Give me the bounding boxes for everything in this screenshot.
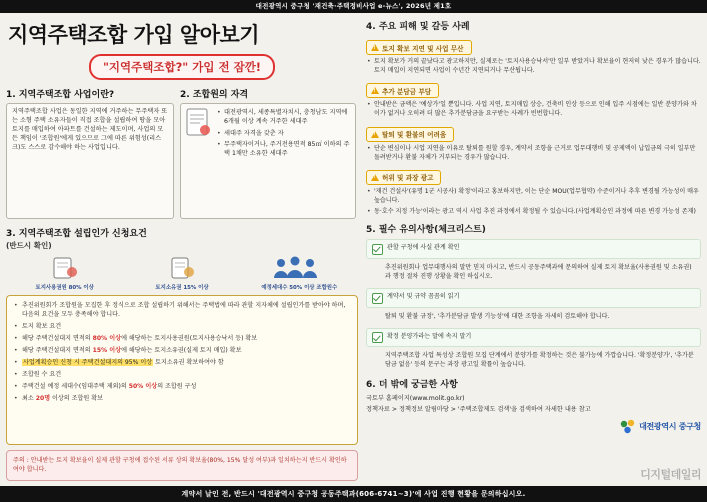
check-icon: [372, 293, 383, 304]
checklist-detail-text: 탈퇴 및 환불 규정', '추가분담금 발생 기능성'에 대한 조항을 자세히 검토해야 합니다.: [385, 312, 610, 320]
section-3-heading-text: 3. 지역주택조합 설립인가 신청요건: [6, 229, 147, 239]
section-2: [180, 87, 356, 219]
damage-case: [366, 79, 701, 118]
document-icon: [186, 108, 212, 142]
damage-detail-list: [366, 100, 701, 118]
checklist-item: [366, 328, 701, 348]
list-item: • 대전광역시, 세종특별자치시, 충청남도 지역에 6개월 이상 계속 거주한 세대주: [224, 108, 350, 127]
section-3-subheading: (반드시 확인): [6, 241, 52, 250]
section-1-body: 지역주택조합 사업은 동일한 지역에 거주하는 무주택자 또는 소형 주택 소유자들이 직접 조합을 설립하여 땅을 모아 토지를 매입하여 아파트를 건설하는 제도이며, 사업의 모든 책임이 '조합원'에게 있으므로 그에 따른 위험성(리스크)도 스스로 감수해야 하는 사업입니다.: [12, 108, 168, 151]
requirements-item: • 주택건설 예정 세대수(임대주택 제외)의 50% 이상의 조합원 구성: [22, 382, 351, 391]
damage-badge-label: 추가 분담금 부담: [382, 87, 432, 96]
requirements-item: • 조합원 수 요건: [22, 370, 351, 379]
land-use-right-icon: [45, 254, 85, 284]
checklist-label: 관할 구청에 사실 관계 확인: [387, 244, 460, 252]
list-item: • 안내받은 금액은 '예상가'일 뿐입니다. 사업 지연, 토지매입 상승, 건축비 인상 등으로 인해 입주 시점에는 일반 분양가와 차이가 없거나 오히려 더 많은 추가분담금을 요구받는 사례가 빈번합니다.: [374, 100, 701, 118]
section-6-line: 국토부 홈페이지(www.molit.go.kr): [366, 395, 465, 403]
damage-detail-list: [366, 144, 701, 162]
checklist-detail: [366, 311, 701, 325]
damage-badge: [366, 127, 454, 142]
emblem-label: 대전광역시 중구청: [639, 421, 701, 431]
icon-cell: [15, 254, 115, 292]
checklist-item: [366, 239, 701, 259]
damage-badge-label: 허위 및 과장 광고: [382, 174, 434, 183]
section-2-heading: 2. 조합원의 자격: [180, 90, 249, 100]
list-item: • '재건 건설사'(유명 1군 시공사) 확정'이라고 홍보하지만, 이는 단순 MOU(업무협약) 수준이거나 추후 변경될 가능성이 매우 높습니다.: [374, 187, 701, 205]
section-6-heading: 6. 더 밖에 궁금한 사항: [366, 380, 458, 391]
right-column: [366, 17, 701, 486]
members-group-icon: [271, 254, 327, 284]
list-item: • 토지 확보가 거의 끝났다고 광고하지만, 실제로는 '토지사용승낙서'만 일부 받았거나 확보율이 현저히 낮은 경우가 많습니다. 토지 매입이 지연되면 사업이 수년간 지연되거나 무산됩니다.: [374, 57, 701, 75]
section-6-body: [366, 394, 701, 415]
checklist-detail: [366, 350, 701, 373]
requirements-intro: • 추진위원회가 조합원을 모집한 후 정식으로 조합 설립하기 위해서는 주택법에 따라 관할 지자체에 설립인가를 받아야 하며, 다음의 요건을 모두 충족해야 합니다.: [22, 301, 351, 320]
section-1-box: [6, 103, 174, 219]
checklist-item: [366, 288, 701, 308]
requirements-item: • 해당 주택건설대지 면적의 80% 이상에 해당하는 토지사용권원(토지사용승낙서 등) 확보: [22, 334, 351, 343]
section-4-heading: 4. 주요 피해 및 갈등 사례: [366, 22, 470, 32]
caution-box: 주의 : 안내받는 토지 확보율이 실제 관할 구청에 접수된 서류 상의 확보율(80%, 15% 달성 여부)과 일치하는지 반드시 확인하여야 합니다.: [6, 450, 358, 481]
checklist-detail-text: 추진위원회나 업무대행사의 말만 믿지 마시고, 반드시 공동주택과에 문의하여 실제 토지 확보율(사용권원 및 소유권)과 행정 절차 진행 상황을 확인 하십시오.: [385, 263, 692, 280]
section-5-heading: 5. 필수 유의사항(체크리스트): [366, 225, 486, 236]
check-icon: [372, 244, 383, 255]
requirements-list: [13, 301, 351, 403]
list-item: • 무주택자이거나, 주거전용면적 85㎡ 이하의 주택 1채만 소유한 세대주: [224, 140, 350, 159]
requirement-icons: [6, 254, 358, 292]
section-6-line: 정책자료 > 정책정보 알림마당 > '주택조합제도 검색'을 검색하여 자세한 내용 참고: [366, 406, 591, 414]
subtitle-badge: "지역주택조합?" 가입 전 잠깐!: [89, 54, 275, 80]
damage-badge-label: 토지 확보 지연 및 사업 무산: [382, 44, 464, 53]
warning-triangle-icon: [371, 174, 379, 181]
poster-body: [0, 13, 707, 486]
icon-cell: [132, 254, 232, 292]
list-item: • 단순 변심이나 시업 지연을 이유로 탈퇴를 원할 경우, 계약서 조항을 근거로 업무대행비 및 공제액이 납입금의 극히 일부만 돌려받거나 환불 자체가 거부되는 경우가 많습니다.: [374, 144, 701, 162]
damage-case: [366, 123, 701, 162]
damage-detail-list: [366, 57, 701, 75]
requirements-item: • 사업계획승인 신청 시 주택건설대지의 95% 이상 토지소유권 확보하여야 함: [22, 358, 351, 367]
requirements-item: • 해당 주택건설대지 면적의 15% 이상에 해당하는 토지소유권(실제 토지 매입) 확보: [22, 346, 351, 355]
section-2-box: [180, 103, 356, 219]
watermark: 디지털데일리: [640, 468, 701, 481]
section-1-2-row: [6, 87, 358, 219]
warning-triangle-icon: [371, 87, 379, 94]
damage-case: [366, 166, 701, 216]
section-2-list: [216, 108, 350, 160]
damage-detail-list: [366, 187, 701, 216]
land-ownership-icon: [162, 254, 202, 284]
page-title: 지역주택조합 가입 알아보기: [8, 23, 260, 47]
check-icon: [372, 332, 383, 343]
damage-badge: [366, 83, 439, 98]
left-column: [6, 17, 358, 486]
top-banner: 대전광역시 중구청 '재건축·주택정비사업 e-뉴스', 2026년 제1호: [0, 0, 707, 13]
icon-caption: 예정세대수 50% 이상 조합원수: [261, 285, 338, 291]
list-item: • 동·호수 지정 가능'이라는 광고 역시 사업 추진 과정에서 확정될 수 있습니다.(사업계획승인 과정에 따른 변경 가능성 존재): [374, 207, 701, 216]
requirements-box: [6, 295, 358, 445]
city-emblem: [366, 419, 701, 433]
emblem-icon: [619, 419, 635, 433]
checklist-label: 계약서 및 규약 꼼꼼히 읽기: [387, 293, 460, 301]
subtitle-wrap: [6, 54, 358, 80]
warning-triangle-icon: [371, 44, 379, 51]
checklist-detail-text: 지역주택조합 사업 특성상 조합원 모집 단계에서 분양가를 확정하는 것은 불가능에 가깝습니다. '확정분양가', '추가분담금 없음' 등의 문구는 과장 광고일 확률이 높습니다.: [385, 352, 694, 369]
checklist-label: 확정 분양가라는 말에 속지 말기: [387, 332, 472, 340]
damage-badge: [366, 40, 472, 55]
requirements-item: • 토지 확보 요건: [22, 322, 351, 331]
section-3: [6, 226, 358, 481]
list-item: • 세대주 자격을 갖춘 자: [224, 129, 350, 138]
section-1-heading: 1. 지역주택조합 사업이란?: [6, 90, 115, 100]
warning-triangle-icon: [371, 131, 379, 138]
section-3-heading: [6, 226, 358, 251]
bottom-banner: 계약서 날인 전, 반드시 '대전광역시 중구청 공동주택과(606-6741~3)'에 사업 진행 현황을 문의하십시오.: [0, 486, 707, 502]
damage-badge: [366, 170, 441, 185]
checklist: [366, 239, 701, 373]
section-1: [6, 87, 174, 219]
requirements-item: • 최소 20명 이상의 조합원 확보: [22, 394, 351, 403]
checklist-detail: [366, 262, 701, 285]
icon-cell: [249, 254, 349, 292]
icon-caption: 토지사용권원 80% 이상: [35, 285, 94, 291]
damage-case: [366, 36, 701, 75]
damage-badge-label: 탈퇴 및 환불의 어려움: [382, 131, 447, 140]
icon-caption: 토지소유권 15% 이상: [155, 285, 209, 291]
